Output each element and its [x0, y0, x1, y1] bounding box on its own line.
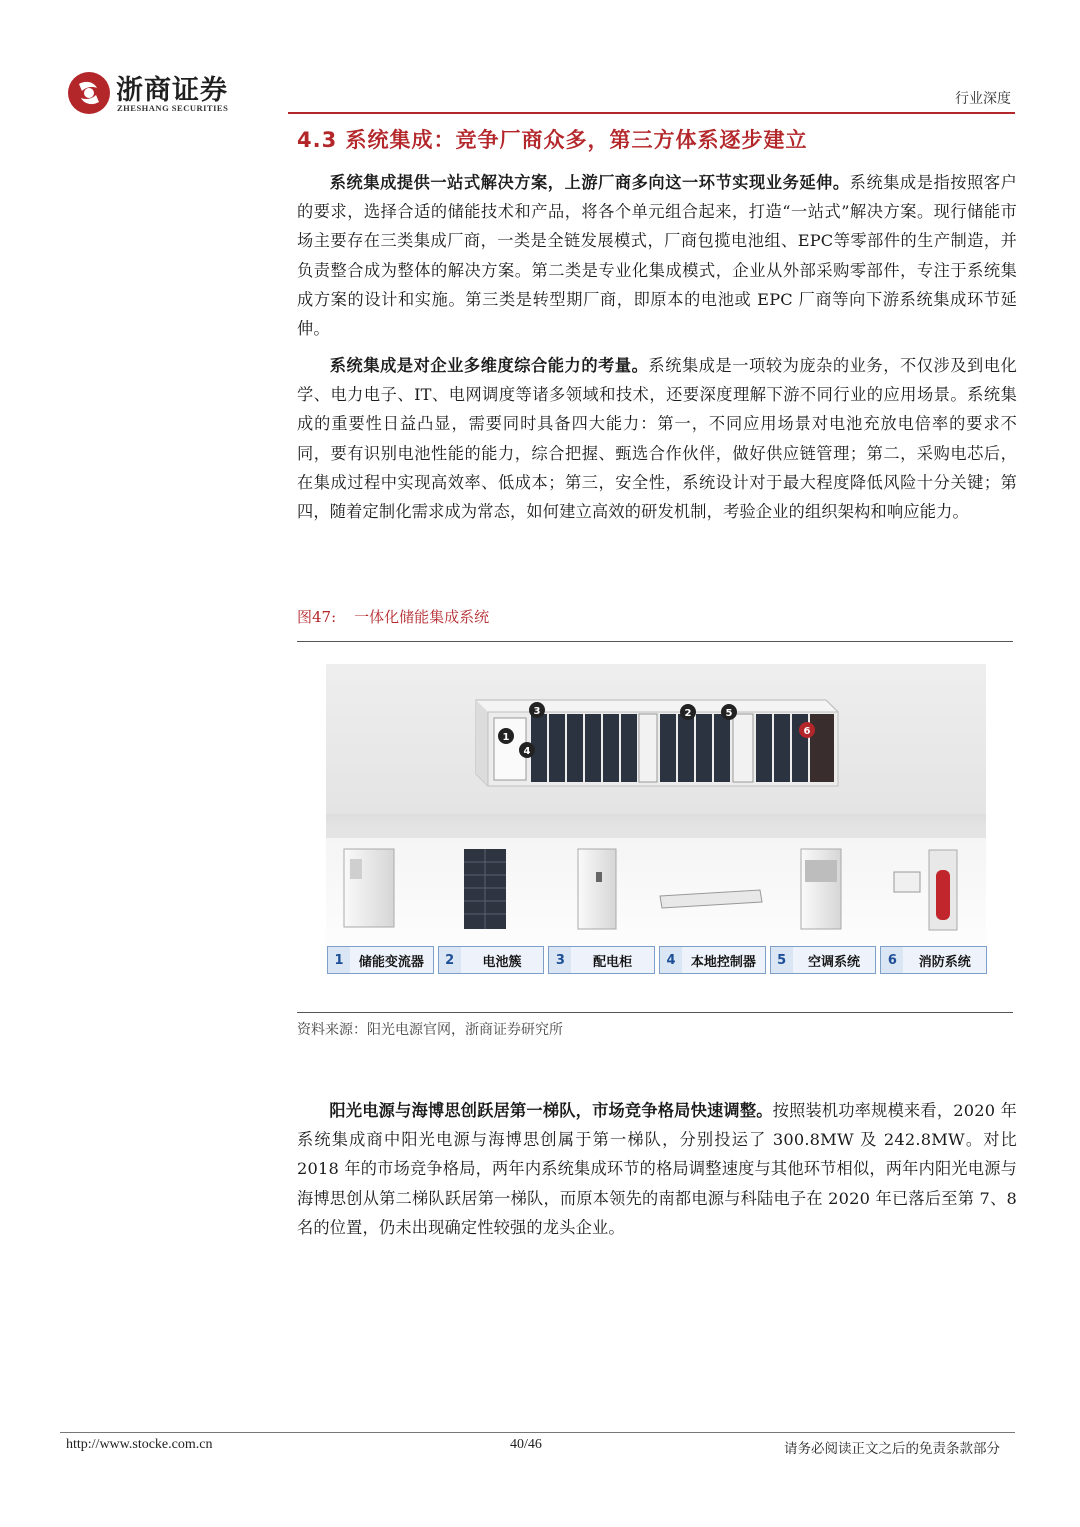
paragraph-3-body: 按照装机功率规模来看，2020 年系统集成商中阳光电源与海博思创属于第一梯队，分别投运了 300.8MW 及 242.8MW。对比 2018 年的市场竞争格局，两年内系统集成环节的格局调整速度与其他环节相似，两年内阳光电源与海博思创从第二梯队跃居第一梯队，而原本领先的南都电源与科陆电子在 2020 年已落后至第 7、8 名的位置，仍未出现确定性较强的龙头企业。	[297, 1101, 1017, 1237]
legend-item	[438, 946, 545, 974]
figure-source: 资料来源：阳光电源官网，浙商证券研究所	[297, 1022, 563, 1038]
header-divider	[288, 112, 1015, 114]
legend-number: 6	[881, 947, 903, 973]
legend-label: 配电柜	[593, 954, 633, 970]
component-legend	[327, 946, 987, 974]
zheshang-logo-icon	[66, 70, 112, 116]
legend-label: 空调系统	[808, 954, 861, 970]
energy-storage-system-figure	[326, 664, 986, 976]
legend-item	[548, 946, 655, 974]
section-title: 4.3 系统集成：竞争厂商众多，第三方体系逐步建立	[297, 128, 808, 152]
svg-text:2: 2	[684, 708, 692, 719]
legend-number: 2	[439, 947, 461, 973]
figure-caption	[297, 606, 489, 627]
paragraph-3-lead: 阳光电源与海博思创跃居第一梯队，市场竞争格局快速调整。	[329, 1101, 773, 1120]
figure-number: 图47:	[297, 608, 337, 626]
legend-label: 本地控制器	[690, 954, 756, 970]
brand-name-en: ZHESHANG SECURITIES	[117, 103, 229, 113]
paragraph-2-body: 系统集成是一项较为庞杂的业务，不仅涉及到电化学、电力电子、IT、电网调度等诸多领域和技术，还要深度理解下游不同行业的应用场景。系统集成的重要性日益凸显，需要同时具备四大能力：第一，不同应用场景对电池充放电倍率的要求不同，要有识别电池性能的能力，综合把握、甄选合作伙伴，做好供应链管理；第二，采购电芯后，在集成过程中实现高效率、低成本；第三，安全性，系统设计对于最大程度降低风险十分关键；第四，随着定制化需求成为常态，如何建立高效的研发机制，考验企业的组织架构和响应能力。	[297, 356, 1017, 522]
paragraph-3	[297, 1096, 1017, 1242]
legend-label: 储能变流器	[358, 954, 424, 970]
footer-divider	[60, 1432, 1015, 1433]
paragraph-1	[297, 168, 1017, 343]
brand-name: 浙商证券	[116, 75, 228, 106]
svg-text:4: 4	[523, 746, 531, 757]
svg-text:1: 1	[502, 732, 510, 743]
figure-bottom-rule	[297, 1012, 1013, 1013]
svg-text:3: 3	[533, 706, 541, 717]
legend-item	[770, 946, 877, 974]
paragraph-2	[297, 351, 1017, 526]
container-illustration	[476, 700, 838, 786]
svg-text:6: 6	[803, 726, 811, 737]
document-type: 行业深度	[955, 91, 1011, 107]
paragraph-1-body: 系统集成是指按照客户的要求，选择合适的储能技术和产品，将各个单元组合起来，打造“一站式”解决方案。现行储能市场主要存在三类集成厂商，一类是全链发展模式，厂商包揽电池组、EPC等零部件的生产制造，并负责整合成为整体的解决方案。第二类是专业化集成模式，企业从外部采购零部件，专注于系统集成方案的设计和实施。第三类是转型期厂商，即原本的电池或 EPC 厂商等向下游系统集成环节延伸。	[297, 173, 1017, 339]
figure-top-rule	[297, 641, 1013, 642]
footer-url-link[interactable]: http://www.stocke.com.cn	[66, 1437, 213, 1452]
legend-number: 1	[328, 947, 350, 973]
paragraph-1-lead: 系统集成提供一站式解决方案，上游厂商多向这一环节实现业务延伸。	[329, 173, 850, 192]
legend-number: 3	[549, 947, 571, 973]
figure-title: 一体化储能集成系统	[354, 608, 490, 626]
svg-text:5: 5	[725, 708, 733, 719]
legend-number: 5	[771, 947, 793, 973]
footer-disclaimer: 请务必阅读正文之后的免责条款部分	[784, 1441, 1000, 1457]
legend-number: 4	[660, 947, 682, 973]
legend-item	[327, 946, 434, 974]
paragraph-2-lead: 系统集成是对企业多维度综合能力的考量。	[329, 356, 649, 375]
page-number: 40/46	[510, 1437, 542, 1452]
page-header	[60, 62, 1015, 118]
legend-label: 电池簇	[482, 954, 522, 970]
legend-label: 消防系统	[918, 954, 971, 970]
legend-item	[659, 946, 766, 974]
legend-item	[880, 946, 987, 974]
